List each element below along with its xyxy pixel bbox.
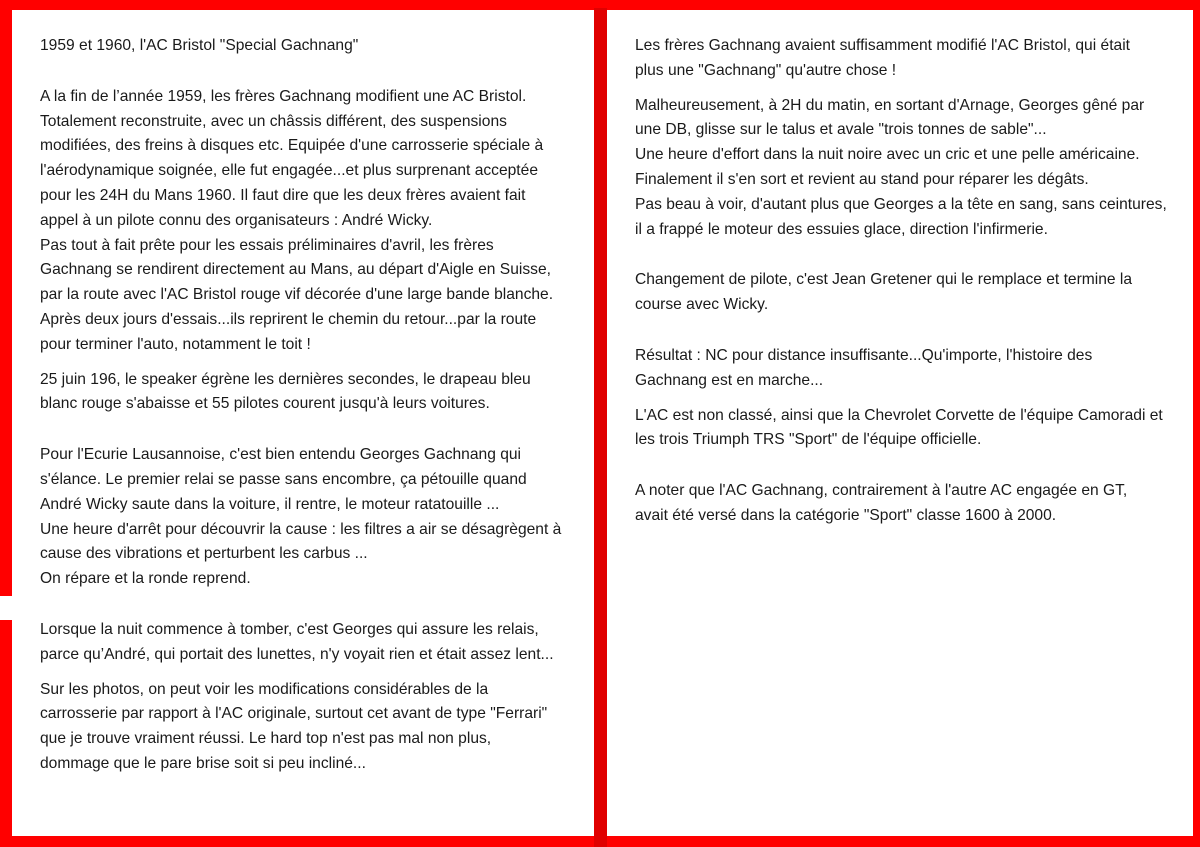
paragraph-modified <box>635 34 1177 84</box>
text-line: course avec Wicky. <box>635 296 769 314</box>
text-line: Pour l'Ecurie Lausannoise, c'est bien entendu Georges Gachnang qui <box>40 446 522 464</box>
text-line: On répare et la ronde reprend. <box>40 570 251 588</box>
document-title: 1959 et 1960, l'AC Bristol "Special Gachnang" <box>40 37 359 54</box>
text-line: carrosserie par rapport à l'AC originale, surtout cet avant de type "Ferrari" <box>40 705 548 723</box>
text-line: les trois Triumph TRS "Sport" de l'équipe officielle. <box>635 431 982 449</box>
paragraph-accident <box>635 94 1177 243</box>
text-line: Une heure d'arrêt pour découvrir la cause : les filtres a air se désagrègent à <box>40 520 562 538</box>
paragraph-first-relay <box>40 443 574 592</box>
text-line: une DB, glisse sur le talus et avale "trois tonnes de sable"... <box>635 121 1047 139</box>
text-line: Lorsque la nuit commence à tomber, c'est Georges qui assure les relais, <box>40 620 539 638</box>
border-notch <box>0 596 12 620</box>
paragraph-start <box>40 368 574 418</box>
text-line: Gachnang est en marche... <box>635 371 824 389</box>
text-line: Les frères Gachnang avaient suffisamment modifié l'AC Bristol, qui était <box>635 37 1130 54</box>
text-line: blanc rouge s'abaisse et 55 pilotes courent jusqu'à leurs voitures. <box>40 395 490 413</box>
paragraph-category <box>635 479 1177 529</box>
text-line: plus une "Gachnang" qu'autre chose ! <box>635 61 897 79</box>
text-line: Après deux jours d'essais...ils reprirent le chemin du retour...par la route <box>40 310 537 328</box>
text-line: A noter que l'AC Gachnang, contrairement à l'autre AC engagée en GT, <box>635 482 1128 500</box>
right-page <box>607 10 1193 836</box>
text-line: Changement de pilote, c'est Jean Gretener qui le remplace et termine la <box>635 271 1133 289</box>
paragraph-photos <box>40 678 574 777</box>
text-line: Pas tout à fait prête pour les essais préliminaires d'avril, les frères <box>40 236 494 254</box>
text-line: par la route avec l'AC Bristol rouge vif décorée d'une large bande blanche. <box>40 286 554 304</box>
text-line: Résultat : NC pour distance insuffisante...Qu'importe, l'histoire des <box>635 346 1093 364</box>
paragraph-night <box>40 618 574 668</box>
text-line: Malheureusement, à 2H du matin, en sortant d'Arnage, Georges gêné par <box>635 96 1145 114</box>
left-page <box>12 10 594 836</box>
text-line: dommage que le pare brise soit si peu incliné... <box>40 754 366 772</box>
text-line: l'aérodynamique soignée, elle fut engagée...et plus surprenant acceptée <box>40 162 538 180</box>
page-separator <box>594 8 607 847</box>
text-line: appel à un pilote connu des organisateurs : André Wicky. <box>40 211 433 229</box>
text-line: 25 juin 196, le speaker égrène les dernières secondes, le drapeau bleu <box>40 370 531 388</box>
text-line: Une heure d'effort dans la nuit noire avec un cric et une pelle américaine. <box>635 146 1140 164</box>
text-line: Totalement reconstruite, avec un châssis différent, des suspensions <box>40 112 507 130</box>
text-line: Gachnang se rendirent directement au Mans, au départ d'Aigle en Suisse, <box>40 261 551 279</box>
text-line: que je trouve vraiment réussi. Le hard top n'est pas mal non plus, <box>40 730 492 748</box>
text-line: parce qu’André, qui portait des lunettes, n'y voyait rien et était assez lent... <box>40 645 554 663</box>
paragraph-intro <box>40 85 574 358</box>
text-line: cause des vibrations et perturbent les carbus ... <box>40 545 368 563</box>
paragraph-driver-change <box>635 268 1177 318</box>
paragraph-classification <box>635 404 1177 454</box>
text-line: Sur les photos, on peut voir les modifications considérables de la <box>40 680 489 698</box>
paragraph-result <box>635 344 1177 394</box>
text-line: A la fin de l’année 1959, les frères Gachnang modifient une AC Bristol. <box>40 87 527 105</box>
text-line: modifiées, des freins à disques etc. Equipée d'une carrosserie spéciale à <box>40 137 544 155</box>
text-line: Pas beau à voir, d'autant plus que Georges a la tête en sang, sans ceintures, <box>635 195 1167 213</box>
text-line: André Wicky saute dans la voiture, il rentre, le moteur ratatouille ... <box>40 495 500 513</box>
text-line: s'élance. Le premier relai se passe sans encombre, ça pétouille quand <box>40 470 527 488</box>
text-line: pour terminer l'auto, notamment le toit ! <box>40 335 311 353</box>
text-line: Finalement il s'en sort et revient au stand pour réparer les dégâts. <box>635 170 1089 188</box>
text-line: il a frappé le moteur des essuies glace, direction l'infirmerie. <box>635 220 1048 238</box>
text-line: avait été versé dans la catégorie "Sport" classe 1600 à 2000. <box>635 506 1057 524</box>
text-line: pour les 24H du Mans 1960. Il faut dire que les deux frères avaient fait <box>40 186 526 204</box>
text-line: L'AC est non classé, ainsi que la Chevrolet Corvette de l'équipe Camoradi et <box>635 406 1163 424</box>
